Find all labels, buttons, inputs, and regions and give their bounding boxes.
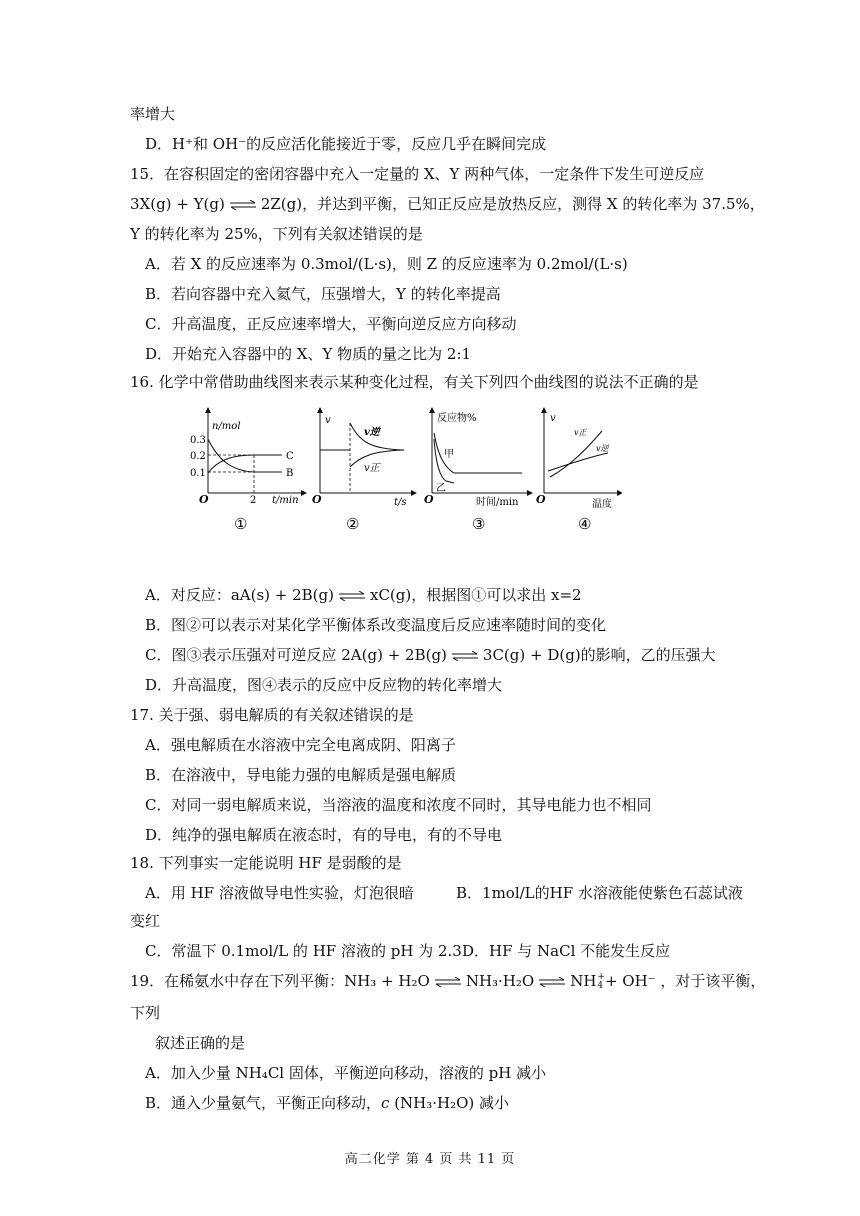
fig1-label-c: C (286, 451, 294, 462)
question-17: 17. 关于强、弱电解质的有关叙述错误的是 (130, 706, 414, 724)
figure-1 (190, 410, 304, 533)
q19-text: + OH⁻ ，对于该平衡， (604, 972, 766, 990)
q17-option-a: A．强电解质在水溶液中完全电离成阴、阳离子 (145, 736, 456, 754)
q19-b-text: (NH₃·H₂O) 减小 (389, 1094, 510, 1112)
fig3-ylabel: 反应物% (437, 413, 477, 424)
equilibrium-arrow-icon (538, 977, 566, 987)
equilibrium-arrow-icon (434, 977, 462, 987)
fig4-xlabel: 温度 (592, 499, 612, 510)
fig2-ylabel: v (325, 415, 331, 426)
q18-option-c: C．常温下 0.1mol/L 的 HF 溶液的 pH 为 2.3 (145, 942, 462, 960)
fig1-origin: O (199, 493, 209, 506)
fig1-ylabel: n/mol (212, 421, 241, 432)
q16-option-d: D．升高温度，图④表示的反应中反应物的转化率增大 (145, 676, 503, 694)
fig4-origin: O (536, 493, 546, 506)
figure-3 (424, 410, 530, 533)
question-15: 15．在容积固定的密闭容器中充入一定量的 X、Y 两种气体，一定条件下发生可逆反应 (130, 165, 705, 183)
fig3-label-jia: 甲 (444, 449, 454, 460)
question-19 (130, 971, 765, 991)
q17-option-b: B．在溶液中，导电能力强的电解质是强电解质 (145, 766, 457, 784)
q19-option-a: A．加入少量 NH₄Cl 固体，平衡逆向移动，溶液的 pH 减小 (145, 1064, 547, 1082)
option-b: B．若向容器中充入氦气，压强增大，Y 的转化率提高 (145, 285, 501, 303)
text-line: 下列 (130, 1004, 161, 1022)
fig2-caption: ② (346, 515, 360, 533)
fig3-origin: O (424, 493, 434, 506)
fig4-label-reverse: v逆 (596, 444, 609, 453)
equilibrium-arrow-icon (451, 651, 479, 661)
products-and-text: 3C(g) + D(g)的影响，乙的压强大 (482, 646, 716, 664)
option-c: C．升高温度，正反应速率增大，平衡向逆反应方向移动 (145, 315, 517, 333)
fig1-caption: ① (234, 515, 248, 533)
ammonium-charge-icon: + 4 (597, 972, 605, 991)
question-16: 16. 化学中常借助曲线图来表示某种变化过程，有关下列四个曲线图的说法不正确的是 (130, 373, 699, 391)
text-line: Y 的转化率为 25%，下列有关叙述错误的是 (130, 225, 423, 243)
fig4-label-forward: v正 (574, 428, 587, 437)
fig1-tick-02: 0.2 (190, 451, 206, 462)
q17-option-c: C．对同一弱电解质来说，当溶液的温度和浓度不同时，其导电能力也不相同 (145, 796, 652, 814)
reactants: A．对反应：aA(s) + 2B(g) (145, 586, 334, 604)
figure-4 (536, 410, 620, 533)
fig1-tick-03: 0.3 (190, 435, 206, 446)
equilibrium-arrow-icon (229, 200, 257, 210)
reactants: 3X(g) + Y(g) (130, 195, 225, 213)
q16-option-c (145, 645, 716, 665)
q18-option-a: A．用 HF 溶液做导电性实验，灯泡很暗 (145, 884, 414, 902)
question-18: 18. 下列事实一定能说明 HF 是弱酸的是 (130, 854, 402, 872)
q18-option-d: D．HF 与 NaCl 不能发生反应 (462, 942, 671, 960)
q18-option-b: B．1mol/L的HF 水溶液能使紫色石蕊试液 (456, 884, 743, 902)
q19-text: 19．在稀氨水中存在下列平衡：NH₃ + H₂O (130, 972, 430, 990)
fig3-xlabel: 时间/min (476, 497, 519, 508)
fig3-caption: ③ (472, 515, 486, 533)
fig2-origin: O (312, 493, 322, 506)
option-d-line: D．H⁺和 OH⁻的反应活化能接近于零，反应几乎在瞬间完成 (145, 135, 547, 153)
reactants: C．图③表示压强对可逆反应 2A(g) + 2B(g) (145, 646, 447, 664)
q16-option-b: B．图②可以表示对某化学平衡体系改变温度后反应速率随时间的变化 (145, 616, 607, 634)
fig4-ylabel: v (550, 413, 556, 424)
q19-option-b (145, 1093, 509, 1113)
figures-svg (182, 405, 622, 555)
option-d: D．开始充入容器中的 X、Y 物质的量之比为 2:1 (145, 345, 472, 363)
fig1-curve-c (208, 455, 282, 473)
text-line: 叙述正确的是 (155, 1034, 246, 1052)
concentration-symbol: c (381, 1094, 390, 1112)
fig1-tick-x: 2 (250, 495, 257, 506)
figure-2 (312, 410, 414, 533)
fig4-caption: ④ (578, 515, 592, 533)
fig1-xlabel: t/min (272, 495, 299, 506)
text-line: 率增大 (130, 105, 176, 123)
q19-text: NH₃·H₂O (465, 972, 535, 990)
curve-figures (182, 405, 622, 555)
option-a: A．若 X 的反应速率为 0.3mol/(L·s)，则 Z 的反应速率为 0.2mol/(L·s) (145, 255, 628, 273)
text-line: 变红 (130, 912, 161, 930)
equilibrium-arrow-icon (338, 591, 366, 601)
q17-option-d: D．纯净的强电解质在液态时，有的导电，有的不导电 (145, 826, 503, 844)
q16-option-a (145, 585, 582, 605)
equation-line (130, 194, 765, 214)
q19-b-text: B．通入少量氨气，平衡正向移动， (145, 1094, 382, 1112)
products-and-text: 2Z(g)，并达到平衡，已知正反应是放热反应，测得 X 的转化率为 37.5%， (260, 195, 765, 213)
fig1-label-b: B (286, 468, 294, 479)
products-and-text: xC(g)，根据图①可以求出 x=2 (370, 586, 582, 604)
fig2-label-forward: v正 (364, 463, 380, 474)
page-footer: 高二化学 第 4 页 共 11 页 (344, 1152, 516, 1167)
ammonium-ion: NH (570, 972, 597, 990)
fig2-xlabel: t/s (394, 497, 407, 508)
fig4-curve-forward (550, 431, 602, 477)
fig1-tick-01: 0.1 (190, 468, 206, 479)
fig3-label-yi: 乙 (436, 483, 446, 494)
fig2-label-reverse: v逆 (364, 427, 380, 438)
